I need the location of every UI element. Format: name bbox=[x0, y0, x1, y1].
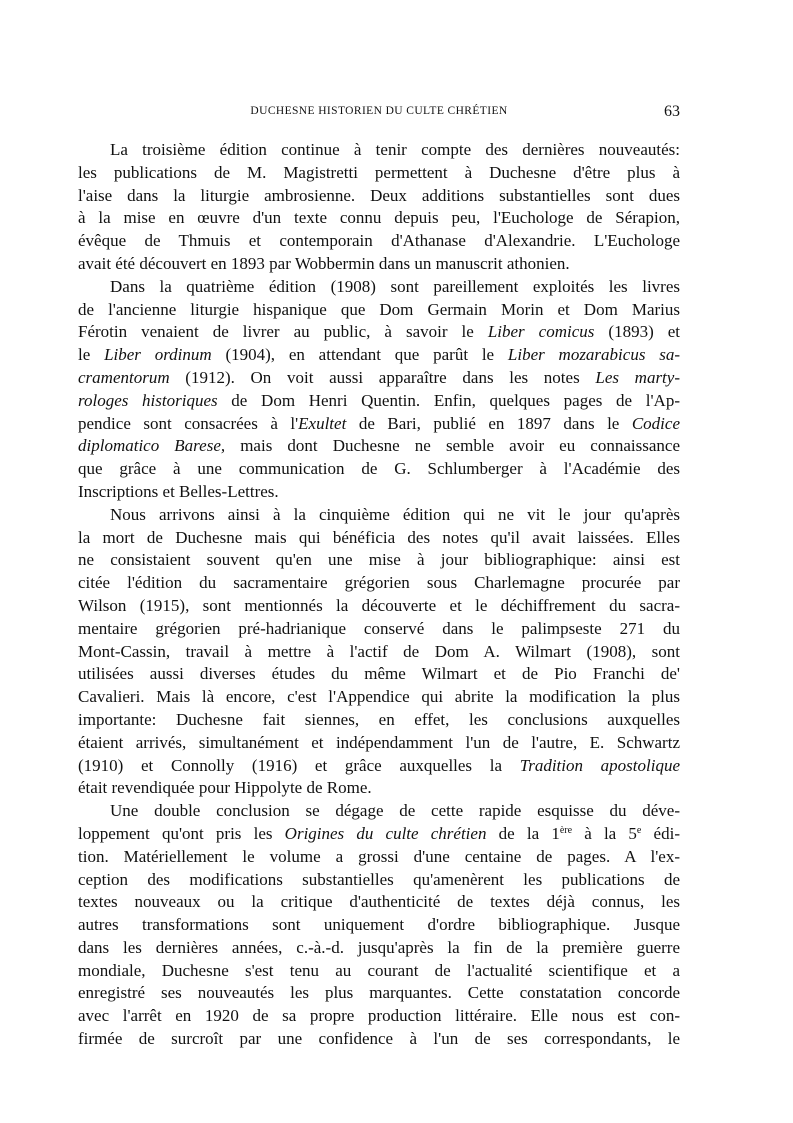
text-span: pendice sont consacrées à l' bbox=[78, 413, 299, 433]
text-span: l'aise dans la liturgie ambrosienne. Deux additions substantielles sont dues bbox=[78, 185, 680, 205]
text-line bbox=[78, 823, 680, 846]
text-span: firmée de surcroît par une confidence à l'un de ses correspondants, le bbox=[78, 1029, 680, 1049]
text-line bbox=[78, 299, 680, 322]
text-line bbox=[78, 732, 680, 755]
text-span: était revendiquée pour Hippolyte de Rome. bbox=[78, 778, 372, 798]
text-line bbox=[78, 504, 680, 527]
text-span: Une double conclusion se dégage de cette rapide esquisse du déve- bbox=[110, 801, 680, 821]
text-span: Cavalieri. Mais là encore, c'est l'Appendice qui abrite la modification la plus bbox=[78, 687, 680, 707]
text-line bbox=[78, 960, 680, 983]
text-span: (1912). On voit aussi apparaître dans les notes bbox=[169, 367, 596, 387]
text-line bbox=[78, 641, 680, 664]
text-line bbox=[78, 413, 680, 436]
text-line bbox=[78, 1005, 680, 1028]
text-line bbox=[78, 230, 680, 253]
text-span: évêque de Thmuis et contemporain d'Athanase d'Alexandrie. L'Euchologe bbox=[78, 231, 680, 251]
text-line bbox=[78, 869, 680, 892]
text-line bbox=[78, 1028, 680, 1051]
text-line bbox=[78, 777, 680, 800]
text-span: importante: Duchesne fait siennes, en effet, les conclusions auxquelles bbox=[78, 709, 680, 729]
text-line bbox=[78, 162, 680, 185]
text-span: étaient arrivés, simultanément et indépendamment l'un de l'autre, E. Schwartz bbox=[78, 732, 680, 752]
text-span: avait été découvert en 1893 par Wobbermin dans un manuscrit athonien. bbox=[78, 253, 570, 273]
text-span: le bbox=[78, 345, 105, 365]
text-line bbox=[78, 595, 680, 618]
text-line bbox=[78, 435, 680, 458]
page-number: 63 bbox=[664, 103, 680, 120]
text-span: utilisées aussi diverses études du même Wilmart et de Pio Franchi de' bbox=[78, 664, 680, 684]
italic-title: cramentorum bbox=[78, 367, 170, 387]
italic-title: Codice bbox=[631, 413, 680, 433]
italic-title: Les marty- bbox=[595, 367, 680, 387]
running-title: DUCHESNE HISTORIEN DU CULTE CHRÉTIEN bbox=[250, 105, 508, 117]
text-line bbox=[78, 481, 680, 504]
text-span: (1910) et Connolly (1916) et grâce auxquelles la bbox=[78, 755, 520, 775]
text-span: avec l'arrêt en 1920 de sa propre production littéraire. Elle nous est con- bbox=[78, 1006, 680, 1026]
text-span: les publications de M. Magistretti permettent à Duchesne d'être plus à bbox=[78, 162, 680, 182]
text-line bbox=[78, 458, 680, 481]
text-span: Férotin venaient de livrer au public, à savoir le bbox=[78, 322, 488, 342]
text-line bbox=[78, 207, 680, 230]
text-span: citée l'édition du sacramentaire grégorien sous Charlemagne procurée par bbox=[78, 573, 680, 593]
text-span: La troisième édition continue à tenir compte des dernières nouveautés: bbox=[110, 140, 680, 159]
text-line bbox=[78, 937, 680, 960]
text-span: la mort de Duchesne mais qui bénéficia des notes qu'il avait laissées. Elles bbox=[78, 527, 680, 547]
text-line bbox=[78, 618, 680, 641]
text-span: Nous arrivons ainsi à la cinquième édition qui ne vit le jour qu'après bbox=[110, 504, 680, 524]
text-span: textes nouveaux ou la critique d'authenticité de textes déjà connus, les bbox=[78, 892, 680, 912]
text-span: loppement qu'ont pris les bbox=[78, 823, 285, 843]
text-span: Inscriptions et Belles-Lettres. bbox=[78, 481, 279, 501]
italic-title: Tradition apostolique bbox=[519, 755, 680, 775]
body-text bbox=[78, 139, 680, 1051]
text-span: Mont-Cassin, travail à mettre à l'actif de Dom A. Wilmart (1908), sont bbox=[78, 641, 680, 661]
page-header bbox=[78, 103, 680, 123]
text-line bbox=[78, 891, 680, 914]
text-line bbox=[78, 686, 680, 709]
italic-title: Liber ordinum bbox=[104, 345, 212, 365]
text-span: de la 1 bbox=[486, 823, 560, 843]
text-line bbox=[78, 321, 680, 344]
text-line bbox=[78, 367, 680, 390]
italic-title: rologes historiques bbox=[78, 390, 218, 410]
text-line bbox=[78, 390, 680, 413]
text-span: tion. Matériellement le volume a grossi d'une centaine de pages. A l'ex- bbox=[78, 846, 680, 866]
text-line bbox=[78, 139, 680, 162]
italic-title: Origines du culte chrétien bbox=[284, 823, 487, 843]
text-line bbox=[78, 185, 680, 208]
text-span: édi- bbox=[641, 823, 680, 843]
text-line bbox=[78, 800, 680, 823]
text-line bbox=[78, 982, 680, 1005]
text-line bbox=[78, 846, 680, 869]
text-line bbox=[78, 344, 680, 367]
text-line bbox=[78, 755, 680, 778]
superscript: ère bbox=[559, 824, 573, 836]
text-span: mais dont Duchesne ne semble avoir eu connaissance bbox=[225, 436, 680, 456]
text-span: de l'ancienne liturgie hispanique que Dom Germain Morin et Dom Marius bbox=[78, 299, 680, 319]
text-line bbox=[78, 549, 680, 572]
text-span: de Bari, publié en 1897 dans le bbox=[346, 413, 632, 433]
text-line bbox=[78, 527, 680, 550]
text-span: Wilson (1915), sont mentionnés la découverte et le déchiffrement du sacra- bbox=[78, 595, 680, 615]
text-line bbox=[78, 663, 680, 686]
text-span: enregistré ses nouveautés les plus marquantes. Cette constatation concorde bbox=[78, 983, 680, 1003]
text-span: de Dom Henri Quentin. Enfin, quelques pages de l'Ap- bbox=[217, 390, 680, 410]
text-span: mondiale, Duchesne s'est tenu au courant de l'actualité scientifique et a bbox=[78, 960, 680, 980]
text-line bbox=[78, 253, 680, 276]
italic-title: Exultet bbox=[298, 413, 347, 433]
text-span: mentaire grégorien pré-hadrianique conservé dans le palimpseste 271 du bbox=[78, 618, 680, 638]
text-span: autres transformations sont uniquement d'ordre bibliographique. Jusque bbox=[78, 915, 680, 935]
text-line bbox=[78, 572, 680, 595]
text-span: à la mise en œuvre d'un texte connu depuis peu, l'Euchologe de Sérapion, bbox=[78, 208, 680, 228]
text-line bbox=[78, 276, 680, 299]
italic-title: Liber comicus bbox=[487, 322, 595, 342]
text-span: (1893) et bbox=[594, 322, 680, 342]
text-span: ception des modifications substantielles qu'amenèrent les publications de bbox=[78, 869, 680, 889]
text-span: Dans la quatrième édition (1908) sont pareillement exploités les livres bbox=[110, 276, 680, 296]
text-span: ne consistaient souvent qu'en une mise à jour bibliographique: ainsi est bbox=[78, 550, 680, 570]
text-line bbox=[78, 709, 680, 732]
text-span: que grâce à une communication de G. Schlumberger à l'Académie des bbox=[78, 459, 680, 479]
text-span: (1904), en attendant que parût le bbox=[211, 345, 508, 365]
text-line bbox=[78, 914, 680, 937]
italic-title: Liber mozarabicus sa- bbox=[507, 345, 680, 365]
superscript: e bbox=[636, 824, 642, 836]
text-span: à la 5 bbox=[572, 823, 637, 843]
italic-title: diplomatico Barese, bbox=[78, 436, 226, 456]
text-span: dans les dernières années, c.-à.-d. jusqu'après la fin de la première guerre bbox=[78, 937, 680, 957]
